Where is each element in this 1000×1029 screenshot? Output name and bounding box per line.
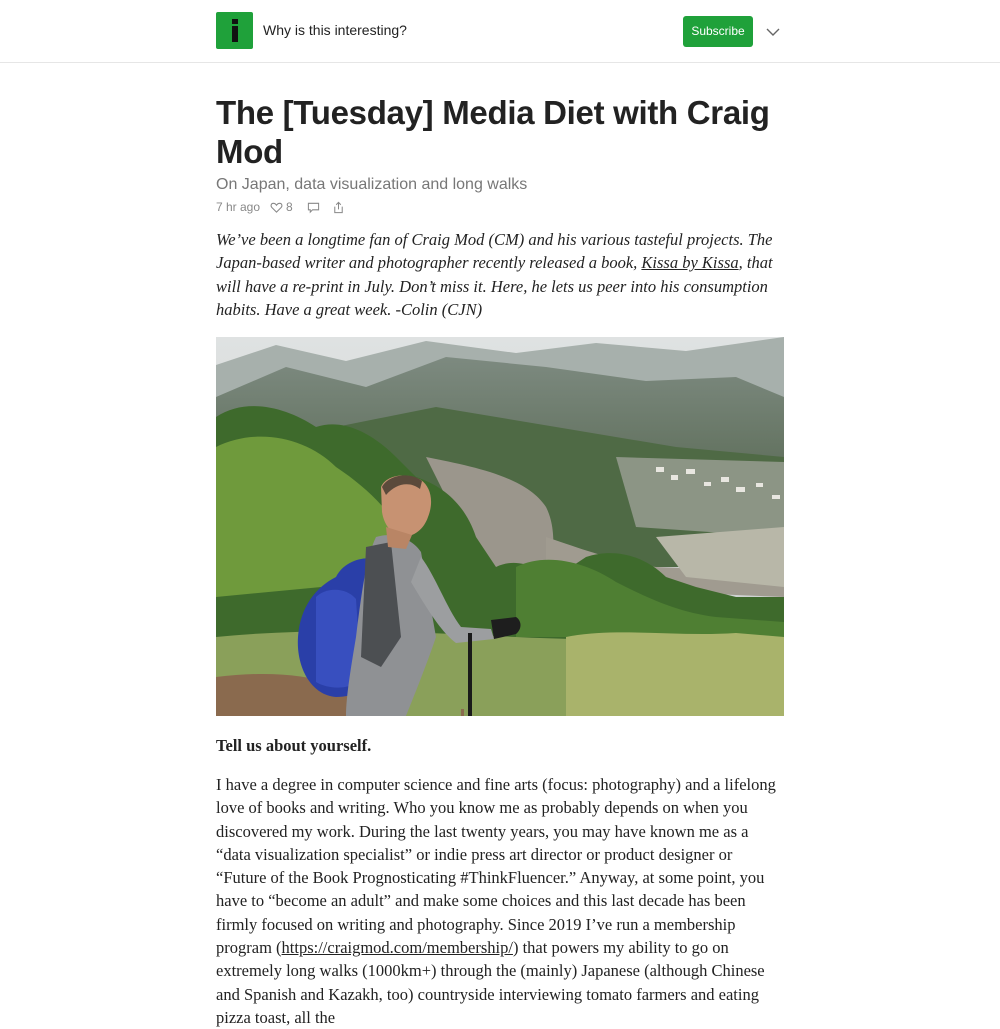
chevron-down-icon[interactable] [765,24,781,40]
comment-icon[interactable] [307,201,320,214]
share-icon[interactable] [332,201,345,214]
membership-link[interactable]: https://craigmod.com/membership/ [281,938,513,958]
subscribe-button[interactable]: Subscribe [683,16,753,47]
post-date: 7 hr ago [216,200,261,214]
post-title: The [Tuesday] Media Diet with Craig Mod [216,94,770,170]
top-bar [0,0,1000,63]
hiker-photo[interactable] [216,337,784,716]
heart-icon[interactable] [270,201,283,214]
like-count: 8 [286,200,293,214]
intro-paragraph: We’ve been a longtime fan of Craig Mod (CM) and his various tasteful projects. The Japan-based writer and photographer recently released a book, Kissa by Kissa, that will have a re-print in July. Don’t miss it. Here, he lets us peer into his consumption habits. Have a great week. -Colin (CJN) [216,230,773,319]
book-link[interactable]: Kissa by Kissa [641,253,739,273]
post-meta [216,199,345,215]
body-paragraph: I have a degree in computer science and fine arts (focus: photography) and a lifelong love of books and writing. Who you know me as probably depends on when you discovered my work. During the last twenty years, you may have known me as a “data visualization specialist” or indie press art director or product designer or “Future of the Book Prognosticating #ThinkFluencer.” Anyway, at some point, you have to “become an adult” and make some choices and this last decade has been firmly focused on writing and photography. Since 2019 I’ve run a membership program (https://craigmod.com/membership/) that powers my ability to go on extremely long walks (1000km+) through the (mainly) Japanese (although Chinese and Spanish and Kazakh, too) countryside interviewing tomato farmers and eating pizza toast, all the [216,775,776,1027]
section-heading: Tell us about yourself. [216,736,372,755]
post-subtitle: On Japan, data visualization and long walks [216,176,528,193]
publication-name[interactable]: Why is this interesting? [263,22,407,38]
publication-logo[interactable] [216,12,253,49]
photo-illustration [216,337,784,716]
